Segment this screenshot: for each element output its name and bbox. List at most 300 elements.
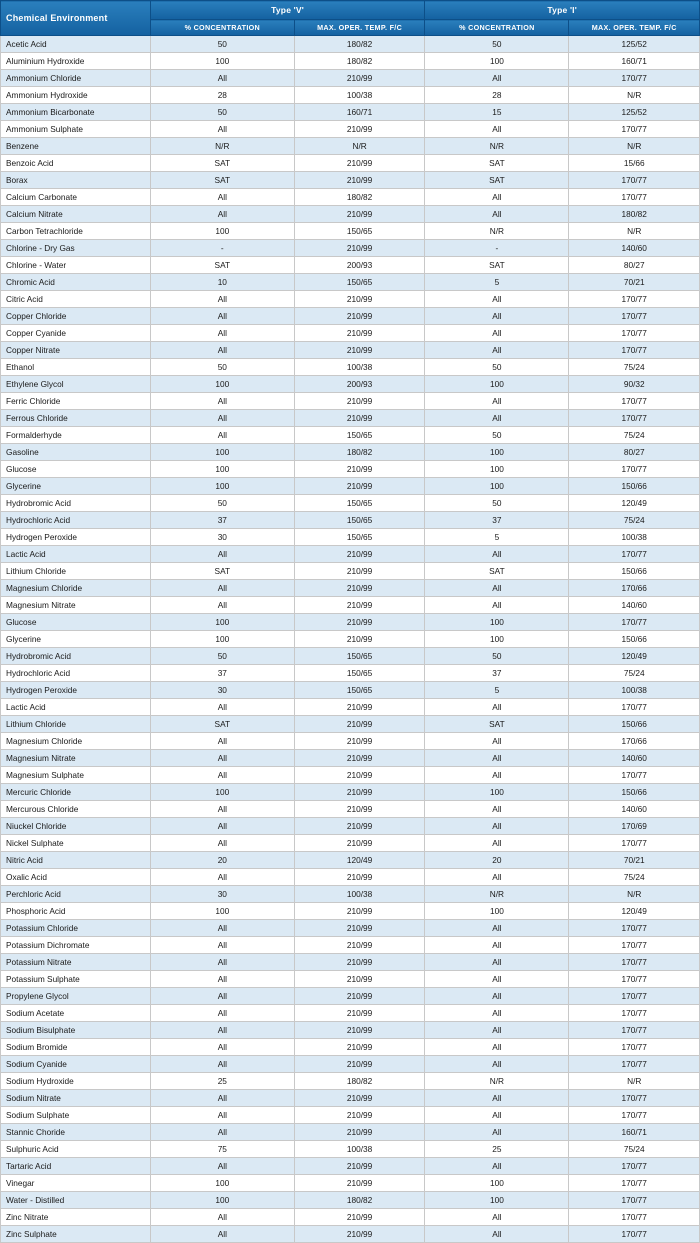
cell-type-i-max-temp: 150/66	[569, 631, 700, 648]
cell-type-v-concentration: All	[150, 427, 294, 444]
cell-type-i-max-temp: 170/77	[569, 546, 700, 563]
cell-type-v-max-temp: 100/38	[294, 359, 425, 376]
table-row	[1, 750, 700, 767]
cell-chemical-name: Gasoline	[1, 444, 151, 461]
cell-type-v-concentration: All	[150, 308, 294, 325]
cell-type-v-concentration: 30	[150, 886, 294, 903]
cell-type-v-max-temp: 210/99	[294, 240, 425, 257]
cell-chemical-name: Nickel Sulphate	[1, 835, 151, 852]
table-row	[1, 104, 700, 121]
cell-type-v-max-temp: 210/99	[294, 699, 425, 716]
cell-type-v-concentration: All	[150, 393, 294, 410]
cell-type-i-concentration: 5	[425, 274, 569, 291]
cell-type-v-max-temp: 210/99	[294, 1039, 425, 1056]
table-row	[1, 342, 700, 359]
cell-type-v-concentration: All	[150, 206, 294, 223]
cell-type-v-max-temp: 210/99	[294, 614, 425, 631]
cell-type-v-max-temp: 210/99	[294, 308, 425, 325]
cell-type-i-concentration: All	[425, 580, 569, 597]
cell-type-i-max-temp: 140/60	[569, 597, 700, 614]
cell-type-v-max-temp: 210/99	[294, 1022, 425, 1039]
table-row	[1, 563, 700, 580]
cell-type-i-concentration: All	[425, 1107, 569, 1124]
cell-chemical-name: Tartaric Acid	[1, 1158, 151, 1175]
cell-type-v-concentration: All	[150, 597, 294, 614]
table-row	[1, 495, 700, 512]
cell-type-i-max-temp: N/R	[569, 886, 700, 903]
cell-type-i-max-temp: 170/77	[569, 920, 700, 937]
table-row	[1, 427, 700, 444]
table-row	[1, 1192, 700, 1209]
cell-type-v-concentration: All	[150, 291, 294, 308]
cell-type-i-max-temp: 170/66	[569, 733, 700, 750]
cell-chemical-name: Potassium Sulphate	[1, 971, 151, 988]
cell-type-i-concentration: 100	[425, 461, 569, 478]
cell-type-i-max-temp: 80/27	[569, 257, 700, 274]
cell-type-i-concentration: All	[425, 325, 569, 342]
cell-chemical-name: Vinegar	[1, 1175, 151, 1192]
header-chemical-environment: Chemical Environment	[1, 1, 151, 36]
table-row	[1, 869, 700, 886]
cell-type-i-max-temp: 150/66	[569, 716, 700, 733]
cell-type-i-concentration: 100	[425, 1175, 569, 1192]
cell-chemical-name: Ferrous Chloride	[1, 410, 151, 427]
cell-type-v-concentration: 100	[150, 1175, 294, 1192]
cell-type-i-concentration: 28	[425, 87, 569, 104]
cell-type-i-max-temp: 170/77	[569, 393, 700, 410]
cell-type-i-concentration: SAT	[425, 155, 569, 172]
table-row	[1, 87, 700, 104]
cell-type-v-concentration: All	[150, 835, 294, 852]
cell-chemical-name: Ethylene Glycol	[1, 376, 151, 393]
cell-type-i-max-temp: 125/52	[569, 36, 700, 53]
cell-type-v-max-temp: 100/38	[294, 1141, 425, 1158]
cell-type-i-concentration: All	[425, 869, 569, 886]
table-row	[1, 716, 700, 733]
cell-type-v-max-temp: 210/99	[294, 818, 425, 835]
cell-type-i-max-temp: 180/82	[569, 206, 700, 223]
table-row	[1, 920, 700, 937]
cell-type-v-concentration: 100	[150, 223, 294, 240]
cell-type-v-max-temp: 150/65	[294, 274, 425, 291]
cell-chemical-name: Sulphuric Acid	[1, 1141, 151, 1158]
table-row	[1, 835, 700, 852]
cell-type-v-max-temp: 210/99	[294, 920, 425, 937]
cell-type-i-concentration: All	[425, 1039, 569, 1056]
cell-chemical-name: Ferric Chloride	[1, 393, 151, 410]
cell-type-v-concentration: -	[150, 240, 294, 257]
cell-type-i-max-temp: 125/52	[569, 104, 700, 121]
cell-type-i-max-temp: 170/77	[569, 1175, 700, 1192]
cell-chemical-name: Propylene Glycol	[1, 988, 151, 1005]
table-row	[1, 1005, 700, 1022]
cell-type-i-max-temp: 170/77	[569, 121, 700, 138]
cell-chemical-name: Ammonium Sulphate	[1, 121, 151, 138]
cell-chemical-name: Magnesium Sulphate	[1, 767, 151, 784]
cell-chemical-name: Oxalic Acid	[1, 869, 151, 886]
cell-type-i-concentration: All	[425, 1022, 569, 1039]
table-row	[1, 903, 700, 920]
cell-type-v-concentration: All	[150, 121, 294, 138]
cell-type-v-concentration: 100	[150, 461, 294, 478]
cell-type-v-max-temp: 210/99	[294, 988, 425, 1005]
cell-type-i-max-temp: 170/77	[569, 1022, 700, 1039]
cell-chemical-name: Magnesium Chloride	[1, 580, 151, 597]
cell-type-v-max-temp: 210/99	[294, 121, 425, 138]
cell-type-i-max-temp: N/R	[569, 223, 700, 240]
cell-type-v-concentration: All	[150, 1107, 294, 1124]
cell-type-i-max-temp: 170/77	[569, 308, 700, 325]
cell-type-v-concentration: SAT	[150, 716, 294, 733]
cell-type-v-max-temp: 150/65	[294, 427, 425, 444]
cell-chemical-name: Chlorine - Dry Gas	[1, 240, 151, 257]
cell-type-i-max-temp: 70/21	[569, 852, 700, 869]
cell-type-i-concentration: All	[425, 937, 569, 954]
cell-type-i-concentration: 100	[425, 614, 569, 631]
cell-type-i-concentration: All	[425, 750, 569, 767]
cell-type-v-max-temp: 210/99	[294, 155, 425, 172]
cell-type-v-max-temp: 200/93	[294, 376, 425, 393]
cell-chemical-name: Sodium Cyanide	[1, 1056, 151, 1073]
header-type-i-concentration: % CONCENTRATION	[425, 20, 569, 36]
cell-type-i-max-temp: 160/71	[569, 53, 700, 70]
cell-chemical-name: Ammonium Hydroxide	[1, 87, 151, 104]
cell-type-v-concentration: All	[150, 971, 294, 988]
cell-type-i-concentration: All	[425, 410, 569, 427]
cell-type-i-max-temp: 170/77	[569, 1226, 700, 1243]
cell-type-v-max-temp: 210/99	[294, 1005, 425, 1022]
cell-type-i-max-temp: 170/77	[569, 954, 700, 971]
table-row	[1, 1022, 700, 1039]
cell-type-i-max-temp: 120/49	[569, 495, 700, 512]
cell-type-v-concentration: 30	[150, 529, 294, 546]
cell-type-v-max-temp: 210/99	[294, 733, 425, 750]
table-row	[1, 1039, 700, 1056]
cell-chemical-name: Magnesium Nitrate	[1, 750, 151, 767]
table-row	[1, 308, 700, 325]
table-row	[1, 597, 700, 614]
cell-type-i-max-temp: 170/77	[569, 971, 700, 988]
cell-type-v-max-temp: 180/82	[294, 189, 425, 206]
table-row	[1, 631, 700, 648]
cell-type-i-concentration: SAT	[425, 716, 569, 733]
cell-type-i-max-temp: 170/77	[569, 342, 700, 359]
cell-type-i-concentration: N/R	[425, 886, 569, 903]
cell-type-v-concentration: All	[150, 342, 294, 359]
table-row	[1, 478, 700, 495]
cell-chemical-name: Nitric Acid	[1, 852, 151, 869]
cell-type-i-concentration: All	[425, 308, 569, 325]
table-row	[1, 121, 700, 138]
cell-chemical-name: Copper Chloride	[1, 308, 151, 325]
cell-chemical-name: Calcium Nitrate	[1, 206, 151, 223]
cell-chemical-name: Glucose	[1, 614, 151, 631]
cell-type-i-max-temp: 75/24	[569, 359, 700, 376]
cell-chemical-name: Phosphoric Acid	[1, 903, 151, 920]
table-row	[1, 699, 700, 716]
table-header-row-1	[1, 1, 700, 20]
cell-type-v-max-temp: 210/99	[294, 767, 425, 784]
cell-chemical-name: Chlorine - Water	[1, 257, 151, 274]
cell-chemical-name: Stannic Choride	[1, 1124, 151, 1141]
cell-chemical-name: Zinc Sulphate	[1, 1226, 151, 1243]
cell-type-i-max-temp: 170/77	[569, 410, 700, 427]
cell-chemical-name: Glycerine	[1, 631, 151, 648]
table-row	[1, 852, 700, 869]
cell-type-v-concentration: 50	[150, 359, 294, 376]
cell-type-i-concentration: All	[425, 699, 569, 716]
table-row	[1, 138, 700, 155]
cell-type-v-concentration: 100	[150, 784, 294, 801]
table-row	[1, 529, 700, 546]
cell-type-i-max-temp: 170/77	[569, 699, 700, 716]
cell-type-i-max-temp: 80/27	[569, 444, 700, 461]
table-row	[1, 614, 700, 631]
cell-type-v-max-temp: 210/99	[294, 971, 425, 988]
table-row	[1, 155, 700, 172]
cell-type-i-max-temp: 170/77	[569, 1039, 700, 1056]
cell-type-v-concentration: All	[150, 1039, 294, 1056]
table-row	[1, 546, 700, 563]
cell-type-v-max-temp: 210/99	[294, 1124, 425, 1141]
table-row	[1, 1226, 700, 1243]
cell-type-i-concentration: All	[425, 801, 569, 818]
cell-type-i-concentration: 50	[425, 495, 569, 512]
cell-type-i-max-temp: 150/66	[569, 784, 700, 801]
cell-chemical-name: Hydrogen Peroxide	[1, 682, 151, 699]
cell-type-v-max-temp: 210/99	[294, 750, 425, 767]
cell-type-i-max-temp: 170/66	[569, 580, 700, 597]
cell-chemical-name: Potassium Nitrate	[1, 954, 151, 971]
cell-type-i-concentration: 15	[425, 104, 569, 121]
header-type-v: Type 'V'	[150, 1, 425, 20]
cell-type-v-concentration: All	[150, 1158, 294, 1175]
cell-type-v-concentration: All	[150, 767, 294, 784]
cell-type-v-max-temp: 210/99	[294, 1175, 425, 1192]
cell-type-v-concentration: All	[150, 1209, 294, 1226]
cell-type-v-max-temp: 210/99	[294, 342, 425, 359]
table-row	[1, 665, 700, 682]
table-row	[1, 1141, 700, 1158]
cell-type-v-max-temp: 210/99	[294, 70, 425, 87]
cell-type-i-max-temp: 170/77	[569, 937, 700, 954]
cell-chemical-name: Perchloric Acid	[1, 886, 151, 903]
cell-chemical-name: Mercuric Chloride	[1, 784, 151, 801]
cell-type-i-concentration: N/R	[425, 1073, 569, 1090]
cell-type-v-max-temp: 210/99	[294, 1107, 425, 1124]
cell-type-i-max-temp: N/R	[569, 1073, 700, 1090]
cell-type-i-concentration: All	[425, 189, 569, 206]
cell-type-v-max-temp: 210/99	[294, 410, 425, 427]
cell-type-v-max-temp: 100/38	[294, 87, 425, 104]
header-type-v-concentration: % CONCENTRATION	[150, 20, 294, 36]
cell-type-i-concentration: All	[425, 920, 569, 937]
table-row	[1, 70, 700, 87]
table-row	[1, 257, 700, 274]
cell-chemical-name: Hydrochloric Acid	[1, 665, 151, 682]
table-row	[1, 36, 700, 53]
cell-type-v-concentration: All	[150, 189, 294, 206]
cell-chemical-name: Lactic Acid	[1, 546, 151, 563]
cell-chemical-name: Acetic Acid	[1, 36, 151, 53]
table-row	[1, 206, 700, 223]
cell-type-i-concentration: 25	[425, 1141, 569, 1158]
cell-type-v-concentration: N/R	[150, 138, 294, 155]
cell-type-v-concentration: All	[150, 1090, 294, 1107]
cell-type-i-max-temp: 170/77	[569, 835, 700, 852]
table-row	[1, 291, 700, 308]
cell-chemical-name: Aluminium Hydroxide	[1, 53, 151, 70]
cell-type-i-concentration: 37	[425, 512, 569, 529]
cell-type-v-max-temp: 180/82	[294, 1073, 425, 1090]
cell-type-v-max-temp: 100/38	[294, 886, 425, 903]
table-row	[1, 818, 700, 835]
table-row	[1, 1090, 700, 1107]
cell-type-i-concentration: All	[425, 1005, 569, 1022]
cell-type-i-max-temp: 140/60	[569, 240, 700, 257]
cell-type-i-max-temp: 75/24	[569, 1141, 700, 1158]
cell-type-i-concentration: 100	[425, 376, 569, 393]
cell-type-v-concentration: 100	[150, 478, 294, 495]
cell-type-v-concentration: All	[150, 1005, 294, 1022]
cell-type-i-concentration: 50	[425, 359, 569, 376]
cell-type-v-concentration: 28	[150, 87, 294, 104]
table-row	[1, 580, 700, 597]
cell-type-i-concentration: All	[425, 342, 569, 359]
cell-type-v-max-temp: 150/65	[294, 682, 425, 699]
table-row	[1, 223, 700, 240]
header-type-i-max-temp: MAX. OPER. TEMP. F/C	[569, 20, 700, 36]
cell-type-i-max-temp: 170/77	[569, 1192, 700, 1209]
cell-type-v-max-temp: 210/99	[294, 325, 425, 342]
cell-type-v-max-temp: 210/99	[294, 1209, 425, 1226]
cell-type-v-concentration: All	[150, 733, 294, 750]
cell-chemical-name: Formalderhyde	[1, 427, 151, 444]
cell-chemical-name: Hydrobromic Acid	[1, 495, 151, 512]
cell-chemical-name: Magnesium Nitrate	[1, 597, 151, 614]
table-body	[1, 36, 700, 1243]
cell-type-v-max-temp: 150/65	[294, 529, 425, 546]
table-row	[1, 648, 700, 665]
cell-type-i-max-temp: 170/77	[569, 291, 700, 308]
cell-type-v-concentration: 20	[150, 852, 294, 869]
cell-type-i-max-temp: 170/77	[569, 1107, 700, 1124]
cell-type-v-concentration: 25	[150, 1073, 294, 1090]
cell-type-v-max-temp: 210/99	[294, 1158, 425, 1175]
header-type-i: Type 'I'	[425, 1, 700, 20]
cell-type-v-concentration: SAT	[150, 155, 294, 172]
cell-type-i-max-temp: 170/77	[569, 614, 700, 631]
cell-type-i-concentration: All	[425, 818, 569, 835]
cell-type-i-concentration: All	[425, 70, 569, 87]
cell-chemical-name: Ammonium Chloride	[1, 70, 151, 87]
cell-type-i-max-temp: N/R	[569, 87, 700, 104]
cell-type-i-concentration: All	[425, 206, 569, 223]
cell-type-i-max-temp: 90/32	[569, 376, 700, 393]
cell-chemical-name: Sodium Hydroxide	[1, 1073, 151, 1090]
cell-type-i-max-temp: 170/77	[569, 461, 700, 478]
cell-type-v-max-temp: 210/99	[294, 784, 425, 801]
cell-chemical-name: Water - Distilled	[1, 1192, 151, 1209]
cell-type-v-max-temp: 210/99	[294, 954, 425, 971]
cell-chemical-name: Chromic Acid	[1, 274, 151, 291]
cell-type-v-concentration: All	[150, 699, 294, 716]
cell-type-v-max-temp: 150/65	[294, 495, 425, 512]
cell-type-i-concentration: 5	[425, 682, 569, 699]
cell-type-v-concentration: All	[150, 818, 294, 835]
table-row	[1, 444, 700, 461]
cell-type-i-max-temp: 170/77	[569, 1158, 700, 1175]
cell-chemical-name: Carbon Tetrachloride	[1, 223, 151, 240]
cell-type-v-concentration: All	[150, 1226, 294, 1243]
cell-type-i-concentration: 100	[425, 1192, 569, 1209]
cell-type-i-max-temp: 120/49	[569, 648, 700, 665]
cell-type-i-max-temp: 75/24	[569, 427, 700, 444]
cell-type-v-concentration: 10	[150, 274, 294, 291]
cell-chemical-name: Niuckel Chloride	[1, 818, 151, 835]
cell-type-i-concentration: 100	[425, 53, 569, 70]
cell-type-v-max-temp: 150/65	[294, 665, 425, 682]
cell-type-i-concentration: N/R	[425, 138, 569, 155]
cell-type-v-max-temp: 210/99	[294, 393, 425, 410]
cell-type-v-concentration: All	[150, 70, 294, 87]
table-row	[1, 1124, 700, 1141]
cell-type-v-max-temp: 210/99	[294, 172, 425, 189]
cell-type-i-concentration: -	[425, 240, 569, 257]
cell-type-v-concentration: SAT	[150, 563, 294, 580]
cell-type-i-max-temp: 170/69	[569, 818, 700, 835]
cell-type-i-max-temp: 120/49	[569, 903, 700, 920]
cell-type-i-concentration: All	[425, 597, 569, 614]
cell-chemical-name: Magnesium Chloride	[1, 733, 151, 750]
table-row	[1, 1107, 700, 1124]
cell-type-i-concentration: All	[425, 1124, 569, 1141]
table-row	[1, 512, 700, 529]
table-row	[1, 733, 700, 750]
cell-chemical-name: Copper Cyanide	[1, 325, 151, 342]
cell-type-i-concentration: 37	[425, 665, 569, 682]
cell-type-v-max-temp: 180/82	[294, 36, 425, 53]
cell-type-v-max-temp: 160/71	[294, 104, 425, 121]
cell-type-v-max-temp: 150/65	[294, 223, 425, 240]
cell-type-v-max-temp: 210/99	[294, 206, 425, 223]
cell-type-v-concentration: All	[150, 988, 294, 1005]
cell-type-i-concentration: 100	[425, 784, 569, 801]
table-row	[1, 240, 700, 257]
cell-type-v-max-temp: 210/99	[294, 1056, 425, 1073]
cell-chemical-name: Sodium Sulphate	[1, 1107, 151, 1124]
cell-type-v-concentration: 100	[150, 53, 294, 70]
cell-type-i-max-temp: 150/66	[569, 563, 700, 580]
cell-type-i-concentration: SAT	[425, 257, 569, 274]
cell-type-v-concentration: 75	[150, 1141, 294, 1158]
cell-type-v-max-temp: 150/65	[294, 648, 425, 665]
cell-chemical-name: Glucose	[1, 461, 151, 478]
table-row	[1, 801, 700, 818]
cell-type-v-max-temp: 210/99	[294, 597, 425, 614]
cell-type-i-max-temp: 75/24	[569, 512, 700, 529]
cell-type-i-max-temp: 170/77	[569, 70, 700, 87]
cell-type-v-max-temp: 200/93	[294, 257, 425, 274]
cell-type-v-concentration: All	[150, 937, 294, 954]
table-row	[1, 784, 700, 801]
cell-type-i-max-temp: 100/38	[569, 682, 700, 699]
cell-type-v-concentration: 50	[150, 495, 294, 512]
cell-chemical-name: Calcium Carbonate	[1, 189, 151, 206]
cell-type-v-concentration: 100	[150, 376, 294, 393]
cell-type-v-max-temp: 210/99	[294, 801, 425, 818]
cell-chemical-name: Mercurous Chloride	[1, 801, 151, 818]
